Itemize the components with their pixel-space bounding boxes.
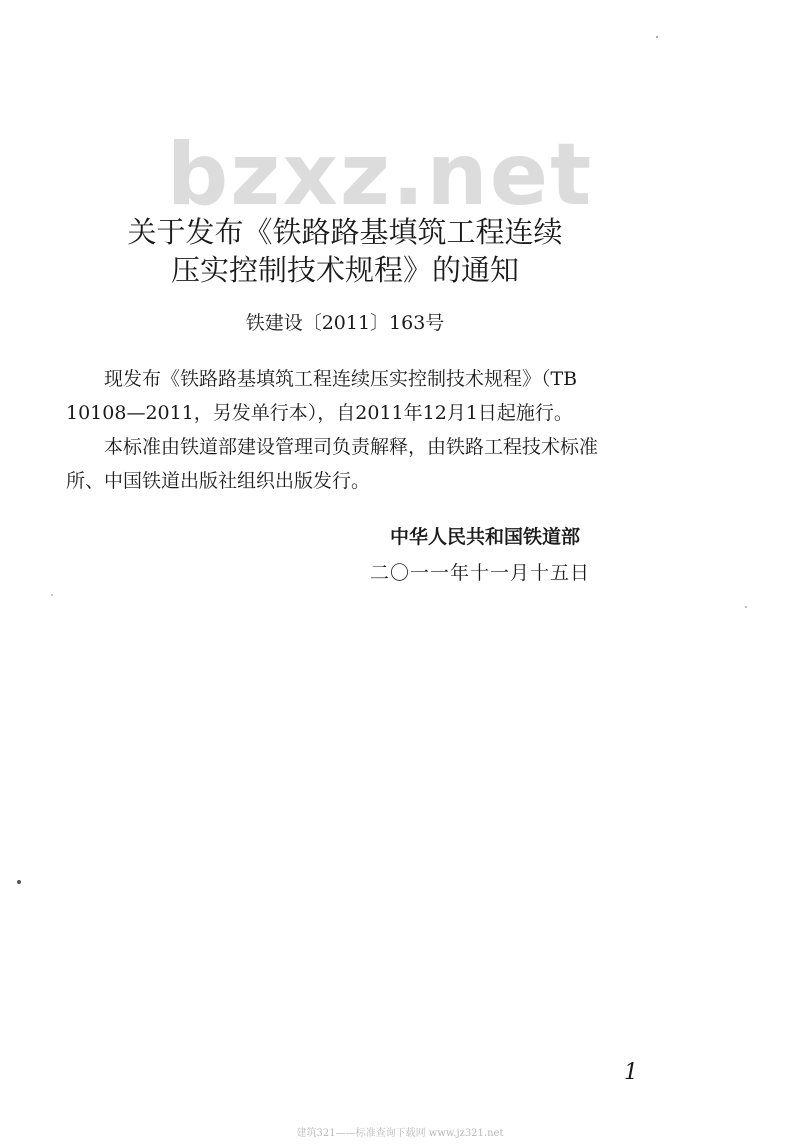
issue-date: 二〇一一年十一月十五日 [370,562,591,584]
page-number: 1 [624,1060,638,1085]
paragraph-2 [66,430,646,498]
footer-watermark: 建筑321——标准查询下载网 www.jz321.net [296,1128,504,1139]
document-number: 铁建设〔2011〕163号 [245,312,445,334]
paragraph-2-line-1: 本标准由铁道部建设管理司负责解释，由铁路工程技术标准 [104,436,599,458]
title-line-2: 压实控制技术规程》的通知 [170,253,519,287]
watermark: bzxz.net [166,125,594,225]
paragraph-1-line-2: 10108—2011，另发单行本），自2011年12月1日起施行。 [66,402,573,424]
scan-speck [745,606,747,608]
title-line-1: 关于发布《铁路路基填筑工程连续 [127,215,563,249]
paragraph-1 [66,362,646,430]
paragraph-2-line-2: 所、中国铁道出版社组织出版发行。 [66,470,371,492]
paragraph-1-line-1: 现发布《铁路路基填筑工程连续压实控制技术规程》（TB [104,368,578,390]
scan-speck [17,880,21,884]
scan-speck [51,594,53,596]
scan-speck [656,36,658,38]
issuer: 中华人民共和国铁道部 [390,526,581,548]
